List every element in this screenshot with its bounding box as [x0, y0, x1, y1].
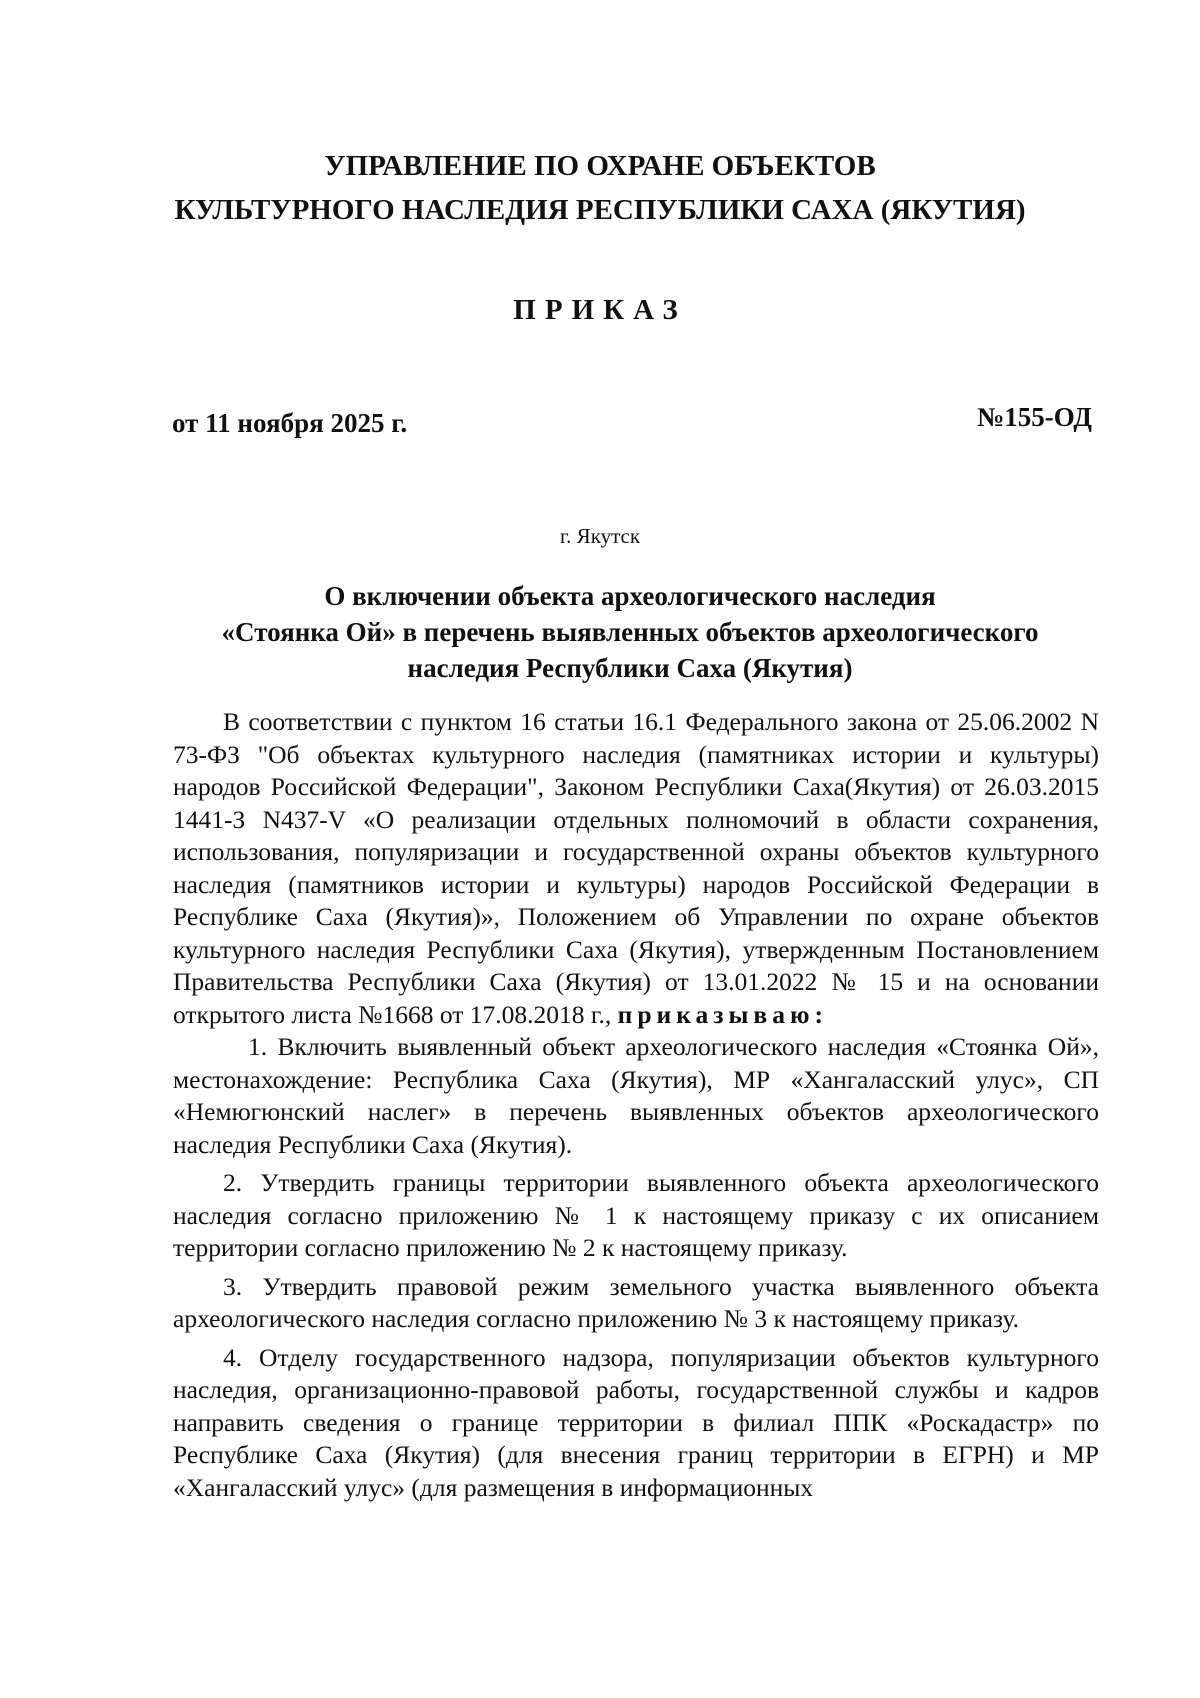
organization-line-2: КУЛЬТУРНОГО НАСЛЕДИЯ РЕСПУБЛИКИ САХА (ЯКУТИЯ) [174, 194, 1026, 226]
organization-heading [0, 144, 1200, 232]
order-date: от 11 ноября 2025 г. [172, 408, 408, 438]
subject-line-1: О включении объекта археологического наследия [324, 581, 936, 611]
document-type: ПРИКАЗ [513, 294, 687, 326]
order-item-1: 1. Включить выявленный объект археологического наследия «Стоянка Ой», местонахождение: Республика Саха (Якутия), МР «Хангаласский улус», СП «Немюгюнский наслег» в перечень выявленных объектов археологического наследия Республики Саха (Якутия). [173, 1032, 1099, 1159]
order-subject [160, 578, 1100, 686]
city-line: г. Якутск [559, 524, 641, 548]
order-item-3: 3. Утвердить правовой режим земельного участка выявленного объекта археологического наследия согласно приложению № 3 к настоящему приказу. [173, 1271, 1099, 1333]
preamble-paragraph [173, 706, 1099, 1031]
order-word: приказываю: [617, 999, 828, 1029]
subject-line-2: «Стоянка Ой» в перечень выявленных объектов археологического [221, 617, 1039, 647]
order-number: №155-ОД [977, 402, 1092, 432]
order-item-2: 2. Утвердить границы территории выявленного объекта археологического наследия согласно приложению № 1 к настоящему приказу с их описанием территории согласно приложению № 2 к настоящему приказу. [173, 1168, 1099, 1262]
preamble-text: В соответствии с пунктом 16 статьи 16.1 Федерального закона от 25.06.2002 N 73-ФЗ "Об объектах культурного наследия (памятниках истории и культуры) народов Российской Федерации", Законом Республики Саха(Якутия) от 26.03.2015 1441-З N437-V «О реализации отдельных полномочий в области сохранения, использования, популяризации и государственной охраны объектов культурного наследия (памятников истории и культуры) народов Российской Федерации в Республике Саха (Якутия)», Положением об Управлении по охране объектов культурного наследия Республики Саха (Якутия), утвержденным Постановлением Правительства Республики Саха (Якутия) от 13.01.2022 № 15 и на основании открытого листа №1668 от 17.08.2018 г., [173, 707, 1099, 1029]
order-body [173, 706, 1099, 1504]
order-item-4: 4. Отделу государственного надзора, популяризации объектов культурного наследия, организационно-правовой работы, государственной службы и кадров направить сведения о границе территории в филиал ППК «Роскадастр» по Республике Саха (Якутия) (для внесения границ территории в ЕГРН) и МР «Хангаласский улус» (для размещения в информационных [173, 1342, 1099, 1502]
organization-line-1: УПРАВЛЕНИЕ ПО ОХРАНЕ ОБЪЕКТОВ [324, 150, 876, 182]
subject-line-3: наследия Республики Саха (Якутия) [407, 653, 853, 683]
